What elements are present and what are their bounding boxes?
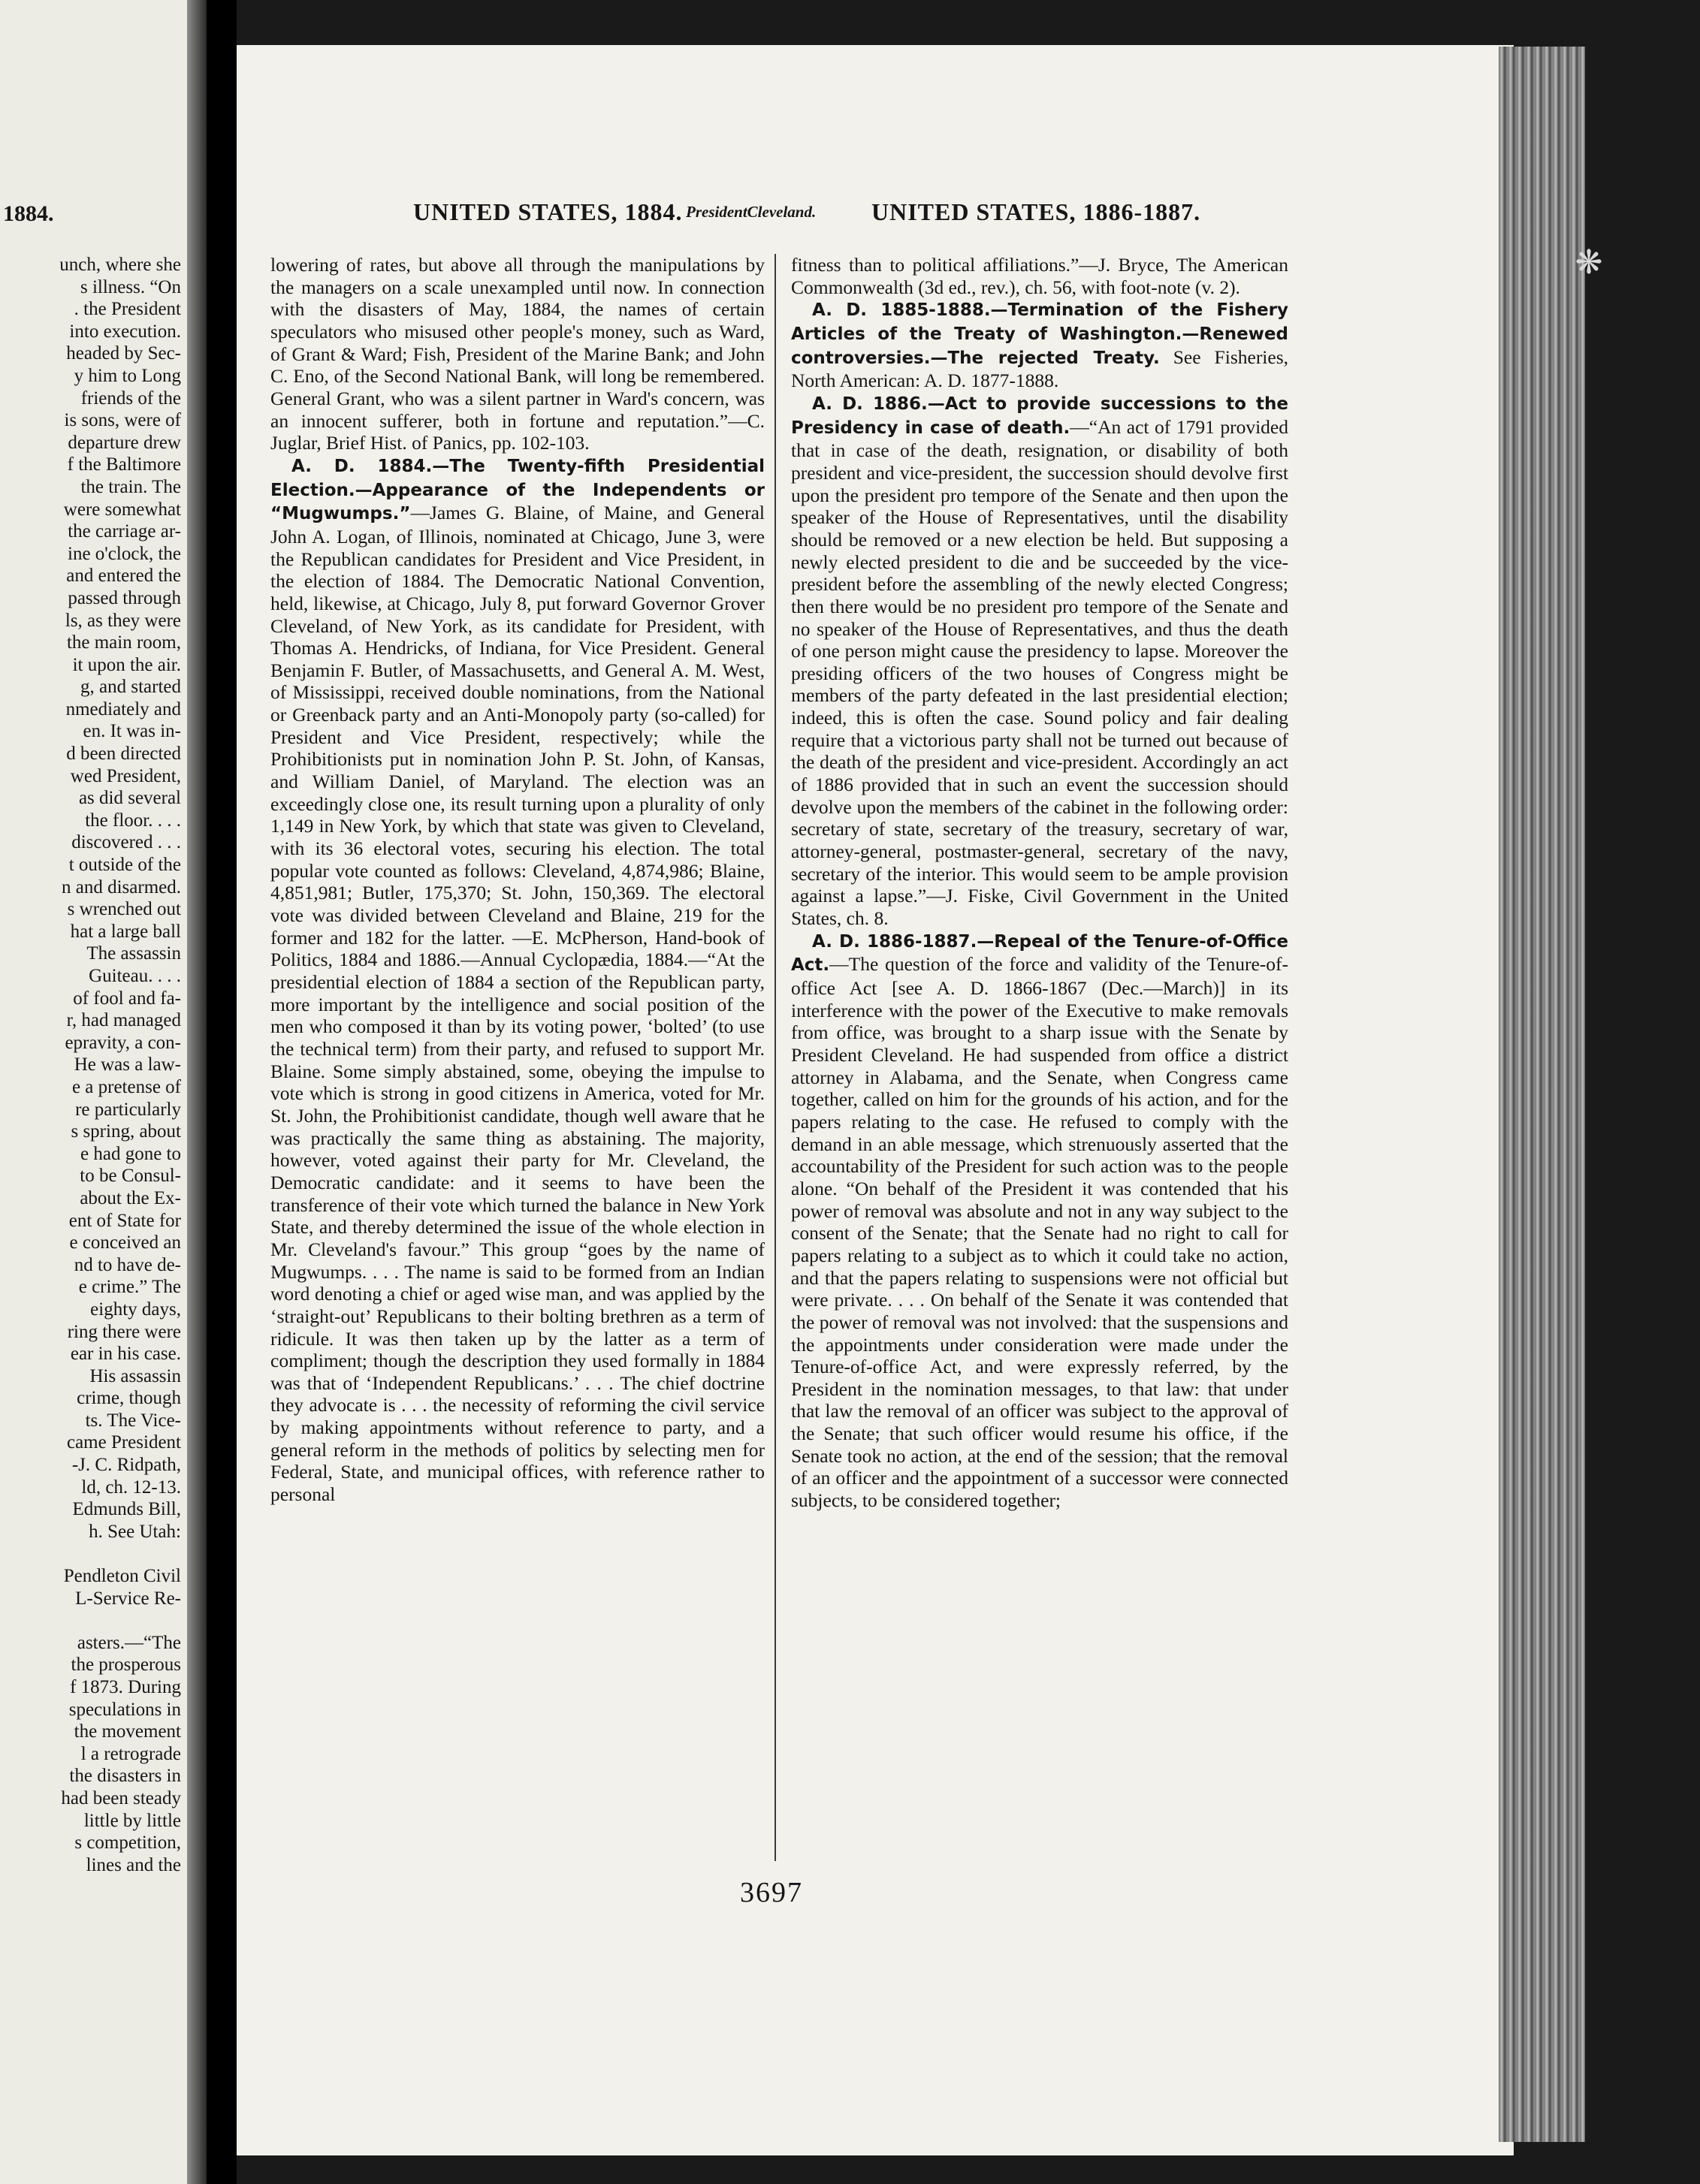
facing-page-line: friends of the — [80, 388, 181, 409]
facing-page-line: f 1873. During — [70, 1677, 181, 1697]
facing-page-line: epravity, a con- — [65, 1032, 181, 1053]
page-number: 3697 — [740, 1877, 803, 1908]
column-rule — [775, 254, 776, 1861]
facing-page-line: -J. C. Ridpath, — [71, 1455, 181, 1476]
page-stack-edge — [1499, 47, 1585, 2142]
facing-page-line: ls, as they were — [65, 610, 181, 631]
column-right — [791, 254, 1288, 1512]
facing-page-line: departure drew — [68, 432, 181, 453]
facing-page-line: it upon the air. — [72, 654, 181, 675]
facing-page-line: about the Ex- — [80, 1187, 181, 1208]
paragraph: lowering of rates, but above all through the manipulations by the managers on a scale unexampled until now. In connection with the disasters of May, 1884, the names of certain speculators who misused other people's money, such as Ward, of Grant & Ward; Fish, President of the Marine Bank; and John C. Eno, of the Second National Bank, will long be remembered. General Grant, who was a silent partner in Ward's concern, was an innocent sufferer, both in fortune and reputation.”—C. Juglar, Brief Hist. of Panics, pp. 102-103. — [270, 254, 765, 454]
facing-page-line: s spring, about — [71, 1121, 181, 1142]
paragraph: A. D. 1886.—Act to provide successions to the Presidency in case of death.—“An act of 1791 provided that in case of the death, resignation, or disability of both president and vice-president, the succession should devolve first upon the president pro tempore of the Senate and then upon the speaker of the House of Representatives, until the disability should be removed or a new election be held. But supposing a newly elected president to die and be succeeded by the vice-president before the assembling of the newly elected Congress; then there would be no president pro tempore of the Senate and no speaker of the House of Representatives, and thus the death of one person might cause the presidency to lapse. Moreover the presiding officers of the two houses of Congress might be members of the party defeated in the last presidential election; indeed, this is often the case. Sound policy and fair dealing require that a victorious party shall not be turned out because of the death of the president and vice-president. Accordingly an act of 1886 provided that in such an event the succession should devolve upon the members of the cabinet in the following order: secretary of state, secretary of the treasury, secretary of war, attorney-general, postmaster-general, secretary of the navy, secretary of the interior. This would seem to be ample provision against a lapse.”—J. Fiske, Civil Government in the United States, ch. 8. — [791, 394, 1288, 930]
column-left — [270, 254, 765, 1506]
facing-page-line: had been steady — [61, 1787, 181, 1808]
facing-page-line: the train. The — [80, 476, 181, 497]
paragraph: fitness than to political affiliations.”—J. Bryce, The American Commonwealth (3d ed., rev.), ch. 56, with foot-note (v. 2). — [791, 254, 1288, 298]
running-head — [413, 198, 1202, 228]
facing-page-line: the carriage ar- — [68, 521, 181, 542]
section-heading: A. D. 1886-1887.—Repeal of the Tenure-of-Office Act. — [791, 931, 1288, 976]
facing-page-line: e had gone to — [80, 1143, 181, 1164]
section-heading: A. D. 1886.—Act to provide successions to the Presidency in case of death. — [791, 394, 1288, 438]
library-stamp-icon: ❋ — [1575, 244, 1603, 281]
facing-page-line: Edmunds Bill, — [72, 1499, 181, 1520]
facing-page-line: y him to Long — [74, 365, 181, 386]
running-head-center: PresidentCleveland. — [686, 203, 817, 221]
facing-page-line: is sons, were of — [64, 410, 181, 431]
facing-page-line: ts. The Vice- — [85, 1410, 181, 1431]
facing-page-line: nd to have de- — [74, 1254, 181, 1275]
facing-page-line: crime, though — [77, 1388, 181, 1409]
facing-page-line: ring there were — [67, 1321, 181, 1342]
facing-page-line: were somewhat — [63, 499, 181, 520]
facing-page-line: the disasters in — [69, 1766, 181, 1787]
facing-page-line: L-Service Re- — [75, 1588, 181, 1609]
facing-page-line: discovered . . . — [71, 832, 181, 853]
facing-page-line: The assassin — [86, 943, 181, 964]
facing-page-fragment — [0, 0, 207, 2184]
facing-page-line: little by little — [83, 1810, 181, 1831]
facing-page-line: headed by Sec- — [66, 343, 181, 364]
facing-page-line: . the President — [74, 299, 181, 320]
running-head-left: UNITED STATES, 1884. — [413, 198, 683, 225]
facing-page-line: nmediately and — [65, 698, 181, 719]
facing-page-line: wed President, — [70, 765, 181, 786]
facing-page-line: the movement — [74, 1721, 181, 1742]
facing-page-line: unch, where she — [59, 255, 181, 275]
facing-page-line: eighty days, — [90, 1299, 181, 1320]
paragraph: A. D. 1886-1887.—Repeal of the Tenure-of-Office Act.—The question of the force and validity of the Tenure-of-office Act [see A. D. 1866-1867 (Dec.—March)] in its interference with the power of the Executive to make removals from office, was brought to a sharp issue with the Senate by President Cleveland. He had suspended from office a district attorney in Alabama, and the Senate, when Congress came together, called on him for the grounds of his action, and for the papers relating to the case. He refused to comply with the demand in an able message, which strenuously asserted that the accountability of the President for such action was to the people alone. “On behalf of the President it was contended that his power of removal was absolute and not in any way subject to the consent of the Senate; that the Senate had no right to call for papers relating to a subject as to which it could take no action, and that the papers relating to suspensions were not official but were private. . . . On behalf of the Senate it was contended that the power of removal was not involved: that the suspensions and the appointments under consideration were made under the Tenure-of-office Act, and were expressly referred, by the President in the nomination messages, to that law: that under that law the removal of an officer was subject to the approval of the Senate; that such officer would resume his office, if the Senate took no action, at the end of the session; that the removal of an officer and the appointment of a successor were connected subjects, to be considered together; — [791, 931, 1288, 1512]
facing-page-header: 1884. — [3, 201, 54, 226]
facing-page-line: to be Consul- — [80, 1166, 181, 1187]
facing-page-line: asters.—“The — [77, 1632, 181, 1653]
facing-page-line: speculations in — [68, 1699, 181, 1720]
facing-page-line: e a pretense of — [71, 1076, 181, 1097]
paragraph: A. D. 1885-1888.—Termination of the Fishery Articles of the Treaty of Washington.—Renewed controversies.—The rejected Treaty. See Fisheries, North American: A. D. 1877-1888. — [791, 300, 1289, 392]
facing-page-line: r, had managed — [66, 1010, 181, 1031]
facing-page-line: the main room, — [66, 632, 181, 653]
facing-page-text — [0, 254, 181, 1876]
facing-page-line: ent of State for — [68, 1210, 181, 1231]
facing-page-line: the prosperous — [71, 1655, 181, 1676]
running-head-right: UNITED STATES, 1886-1887. — [871, 198, 1201, 225]
facing-page-line: Guiteau. . . . — [89, 966, 181, 986]
facing-page-line: g, and started — [80, 677, 181, 698]
facing-page-line: e crime.” The — [78, 1277, 181, 1298]
facing-page-line: n and disarmed. — [62, 876, 181, 897]
facing-page-line: ine o'clock, the — [68, 543, 181, 564]
page-edge-shadow — [187, 0, 207, 2184]
facing-page-line: Pendleton Civil — [63, 1566, 181, 1587]
facing-page-line: s illness. “On — [80, 276, 181, 297]
facing-page-line: l a retrograde — [80, 1743, 181, 1764]
facing-page-line: t outside of the — [68, 855, 181, 876]
facing-page-line: His assassin — [89, 1365, 181, 1386]
facing-page-line: and entered the — [66, 566, 181, 587]
facing-page-line: lines and the — [86, 1854, 181, 1875]
facing-page-line: into execution. — [69, 321, 181, 342]
facing-page-line: of fool and fa- — [73, 988, 181, 1009]
facing-page-line: e conceived an — [69, 1232, 181, 1253]
facing-page-line: came President — [66, 1432, 181, 1453]
facing-page-line: en. It was in- — [83, 721, 181, 742]
facing-page-line: f the Baltimore — [67, 454, 181, 475]
facing-page-line: ear in his case. — [70, 1344, 181, 1365]
section-heading: A. D. 1885-1888.—Termination of the Fishery Articles of the Treaty of Washington.—Renewed controversies.—The rejected Treaty. — [791, 300, 1288, 368]
facing-page-line: passed through — [68, 587, 181, 608]
facing-page-line: the floor. . . . — [85, 810, 181, 831]
facing-page-line: re particularly — [75, 1099, 181, 1120]
paragraph: A. D. 1884.—The Twenty-fifth Presidential Election.—Appearance of the Independents or “Mugwumps.”—James G. Blaine, of Maine, and General John A. Logan, of Illinois, nominated at Chicago, June 3, were the Republican candidates for President and Vice President, in the election of 1884. The Democratic National Convention, held, likewise, at Chicago, July 8, put forward Governor Grover Cleveland, of New York, as its candidate for President, with Thomas A. Hendricks, of Indiana, for Vice President. General Benjamin F. Butler, of Massachusetts, and General A. M. West, of Mississippi, received double nominations, from the National or Greenback party and an Anti-Monopoly party (so-called) for President and Vice President, respectively; while the Prohibitionists put in nomination John P. St. John, of Kansas, and William Daniel, of Maryland. The election was an exceedingly close one, its result turning upon a plurality of only 1,149 in New York, by which that state was given to Cleveland, with its 36 electoral votes, securing his election. The total popular vote counted as follows: Cleveland, 4,874,986; Blaine, 4,851,981; Butler, 175,370; St. John, 150,369. The electoral vote was divided between Cleveland and Blaine, 219 for the former and 182 for the latter. —E. McPherson, Hand-book of Politics, 1884 and 1886.—Annual Cyclopædia, 1884.—“At the presidential election of 1884 a section of the Republican party, more important by the intelligence and social position of the men who composed it than by its voting power, ‘bolted’ (to use the technical term) from their party, and refused to support Mr. Blaine. Some simply abstained, some, obeying the impulse to vote which is strong in good citizens in America, voted for Mr. St. John, the Prohibitionist candidate, though well aware that he was practically the same thing as abstaining. The majority, however, voted against their party for Mr. Cleveland, the Democratic candidate: and it seems to have been the transference of their vote which turned the balance in New York State, and thereby determined the issue of the whole election in Mr. Cleveland's favour.” This group “goes by the name of Mugwumps. . . . The name is said to be formed from an Indian word denoting a chief or aged wise man, and was applied by the ‘straight-out’ Republicans to their bolting brethren as a term of ridicule. It was then taken up by the latter as a term of compliment; though the description they used formally in 1884 was that of ‘Independent Republicans.’ . . . The chief doctrine they advocate is . . . the necessity of reforming the civil service by making appointments without reference to party, and a general reform in the methods of politics by selecting men for Federal, State, and municipal offices, with reference rather to personal — [270, 456, 765, 1506]
facing-page-line: s wrenched out — [67, 899, 181, 920]
facing-page-line: h. See Utah: — [89, 1521, 181, 1542]
facing-page-line: He was a law- — [74, 1054, 181, 1075]
facing-page-line — [0, 1609, 181, 1632]
facing-page-line: as did several — [78, 788, 181, 809]
facing-page-line: s competition, — [74, 1833, 181, 1854]
facing-page-line: d been directed — [66, 744, 181, 765]
book-gutter — [207, 0, 237, 2184]
facing-page-line — [0, 1543, 181, 1565]
section-heading: A. D. 1884.—The Twenty-fifth Presidential Election.—Appearance of the Independents or “Mugwumps.” — [270, 456, 765, 524]
facing-page-line: ld, ch. 12-13. — [81, 1477, 181, 1498]
facing-page-line: hat a large ball — [70, 921, 181, 942]
